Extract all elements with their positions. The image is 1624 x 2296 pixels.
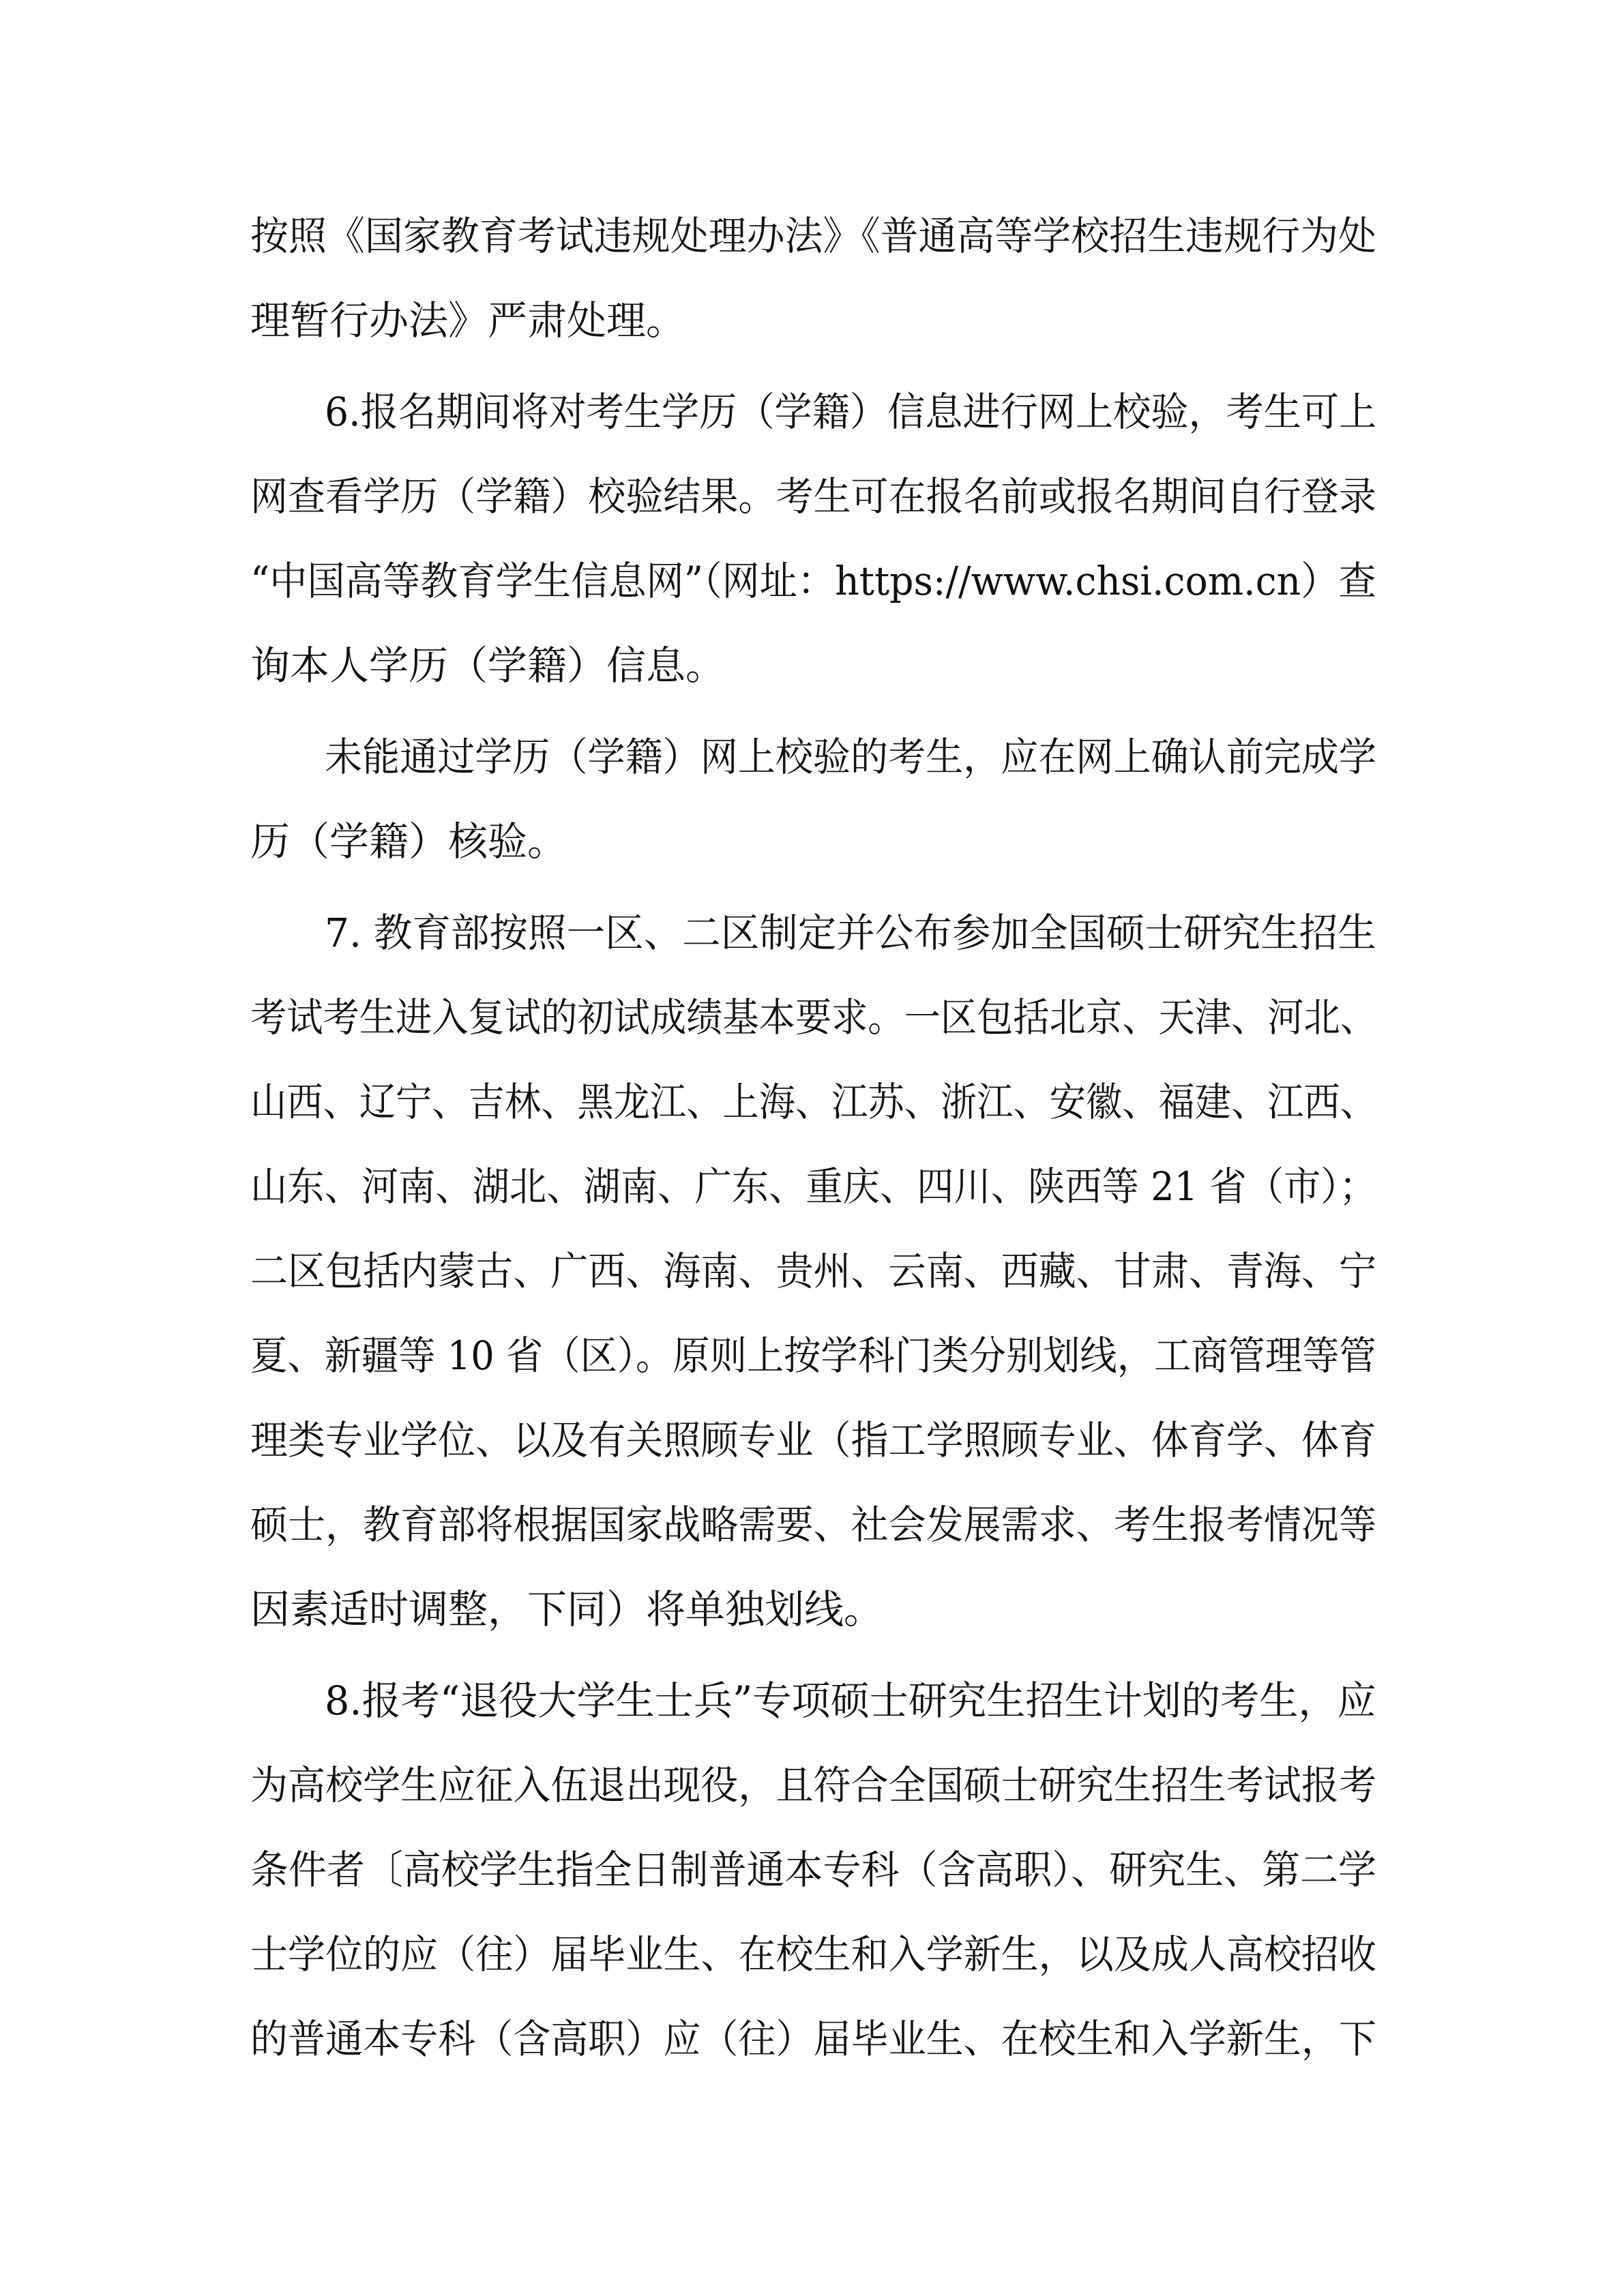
text-line: 硕士，教育部将根据国家战略需要、社会发展需求、考生报考情况等 <box>250 1502 1377 1548</box>
text-line: 未能通过学历（学籍）网上校验的考生，应在网上确认前完成学 <box>325 734 1377 780</box>
text-line: 为高校学生应征入伍退出现役，且符合全国硕士研究生招生考试报考 <box>250 1762 1377 1808</box>
text-line: 7. 教育部按照一区、二区制定并公布参加全国硕士研究生招生 <box>325 910 1376 956</box>
text-line: 历（学籍）核验。 <box>250 818 567 865</box>
text-line: 8.报考“退役大学生士兵”专项硕士研究生招生计划的考生，应 <box>325 1678 1376 1724</box>
text-line: 按照《国家教育考试违规处理办法》《普通高等学校招生违规行为处 <box>250 213 1377 259</box>
text-line: 山西、辽宁、吉林、黑龙江、上海、江苏、浙江、安徽、福建、江西、 <box>250 1079 1377 1125</box>
text-line: 因素适时调整，下同）将单独划线。 <box>250 1586 884 1632</box>
text-line: “中国高等教育学生信息网”（网址：https://www.chsi.com.cn）查 <box>250 558 1376 604</box>
text-line: 考试考生进入复试的初试成绩基本要求。一区包括北京、天津、河北、 <box>250 994 1377 1041</box>
text-line: 山东、河南、湖北、湖南、广东、重庆、四川、陕西等 21 省（市）； <box>250 1163 1376 1210</box>
text-line: 理类专业学位、以及有关照顾专业（指工学照顾专业、体育学、体育 <box>250 1417 1377 1463</box>
text-line: 6.报名期间将对考生学历（学籍）信息进行网上校验，考生可上 <box>325 389 1377 435</box>
text-line: 夏、新疆等 10 省（区）。原则上按学科门类分别划线，工商管理等管 <box>250 1332 1376 1379</box>
text-line: 网查看学历（学籍）校验结果。考生可在报名前或报名期间自行登录 <box>250 473 1377 520</box>
text-line: 的普通本专科（含高职）应（往）届毕业生、在校生和入学新生，下 <box>250 2016 1377 2062</box>
text-line: 询本人学历（学籍）信息。 <box>250 642 726 689</box>
text-line: 条件者〔高校学生指全日制普通本专科（含高职）、研究生、第二学 <box>250 1847 1377 1893</box>
text-line: 二区包括内蒙古、广西、海南、贵州、云南、西藏、甘肃、青海、宁 <box>250 1248 1377 1294</box>
text-line: 士学位的应（往）届毕业生、在校生和入学新生，以及成人高校招收 <box>250 1931 1377 1978</box>
text-line: 理暂行办法》严肃处理。 <box>250 297 686 344</box>
